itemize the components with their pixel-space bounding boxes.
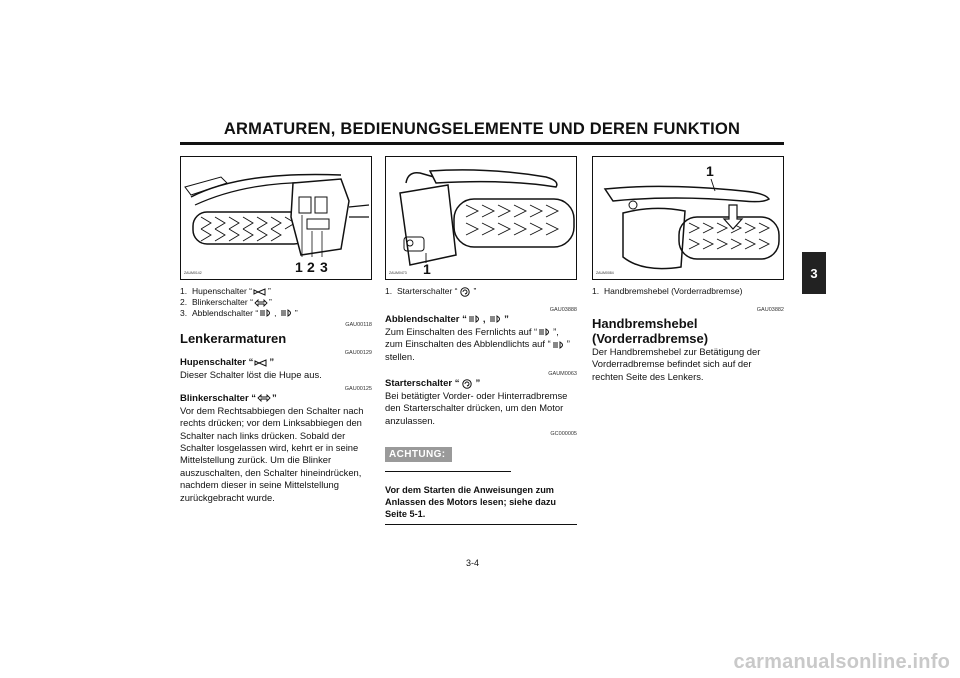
caption-item: 1. Hupenschalter “ ” [180, 286, 271, 296]
starter-icon [460, 379, 474, 389]
low-beam-icon [552, 341, 566, 349]
figure-callout-1: 1 [706, 163, 714, 179]
column-3 [592, 156, 784, 383]
section-heading: Lenkerarmaturen [180, 331, 287, 347]
horn-icon [253, 288, 267, 296]
starter-switch-illustration [386, 157, 576, 279]
figure-code: ZAUM0473 [389, 271, 407, 275]
ref-code: GAU03882 [756, 306, 784, 313]
subheading-dimmer-switch: Abblendschalter “ , ” [385, 313, 509, 325]
high-beam-icon [468, 315, 482, 323]
figure-code: ZAUM0142 [184, 271, 202, 275]
header-rule [180, 142, 784, 145]
turn-signal-icon [254, 299, 268, 307]
turn-signal-icon [257, 394, 271, 402]
caution-text: Vor dem Starten die Anweisungen zum Anlassen des Motors lesen; siehe dazu Seite 5-1. [385, 484, 577, 525]
figure-callout-3: 3 [320, 259, 328, 275]
high-beam-icon [259, 309, 273, 317]
subheading-starter-switch: Starterschalter “ ” [385, 378, 481, 390]
figure-callout-2: 2 [307, 259, 315, 275]
high-beam-icon [538, 328, 552, 336]
ref-code: GAU00118 [345, 322, 372, 329]
figure-code: ZAUM0084 [596, 271, 614, 275]
paragraph: Der Handbremshebel zur Betätigung der Vorderradbremse befindet sich auf der rechten Seite des Lenkers. [592, 345, 761, 382]
ref-code: GAU00129 [344, 350, 372, 357]
paragraph: Vor dem Rechtsabbiegen den Schalter nach rechts drücken; vor dem Linksabbiegen den Schalter nach links drücken. Sobald der Schalter losgelassen wird, kehrt er in seine Mittelstellung zurück. Um die Blinker auszuschalten, den Schalter hineindrücken, nachdem dieser in seine Mittelstellung zurückgebracht wurde. [180, 404, 364, 503]
figure-front-brake-lever [592, 156, 784, 280]
caption-item: 1. Starterschalter “ ” [385, 286, 477, 296]
column-1 [180, 156, 372, 504]
low-beam-icon [489, 315, 503, 323]
paragraph: Bei betätigter Vorder- oder Hinterradbremse den Starterschalter drücken, um den Motor anzulassen. [385, 390, 568, 426]
figure-captions [180, 286, 372, 318]
chapter-tab: 3 [802, 252, 826, 294]
starter-icon [458, 287, 472, 297]
section-heading: Handbremshebel (Vorderradbremse) [592, 315, 709, 346]
caption-item: 2. Blinkerschalter “ ” [180, 296, 272, 307]
caution-rule [385, 471, 511, 472]
ref-code: GC000005 [550, 431, 577, 438]
column-2 [385, 156, 577, 525]
subheading-turn-signal-switch: Blinkerschalter “ ” [180, 392, 277, 404]
paragraph: Zum Einschalten des Fernlichts auf “ ”, zum Einschalten des Abblendlichts auf “ ” stellen. [385, 325, 570, 362]
subheading-horn-switch: Hupenschalter “ ” [180, 357, 275, 369]
figure-right-handlebar-switches [180, 156, 372, 280]
ref-code: GAU03888 [549, 306, 577, 313]
caution-box [385, 444, 577, 525]
figure-callout-1: 1 [295, 259, 303, 275]
caption-item: 3. Abblendschalter “ , ” [180, 307, 298, 318]
page-header-title: ARMATUREN, BEDIENUNGSELEMENTE UND DEREN FUNKTION [223, 120, 741, 138]
watermark: carmanualsonline.info [733, 651, 950, 673]
caution-label: ACHTUNG: [385, 447, 452, 462]
brake-lever-illustration [593, 157, 783, 279]
ref-code: GAU00125 [344, 385, 372, 392]
low-beam-icon [280, 309, 294, 317]
figure-captions [385, 286, 577, 297]
page-number: 3-4 [466, 558, 480, 568]
figure-starter-switch [385, 156, 577, 280]
ref-code: GAUM0063 [548, 371, 577, 378]
figure-captions [592, 286, 784, 297]
right-handlebar-illustration [181, 157, 371, 279]
figure-callout-1: 1 [423, 261, 431, 277]
caption-item: 1. Handbremshebel (Vorderradbremse) [592, 286, 743, 296]
paragraph: Dieser Schalter löst die Hupe aus. [180, 369, 322, 381]
horn-icon [254, 359, 268, 367]
